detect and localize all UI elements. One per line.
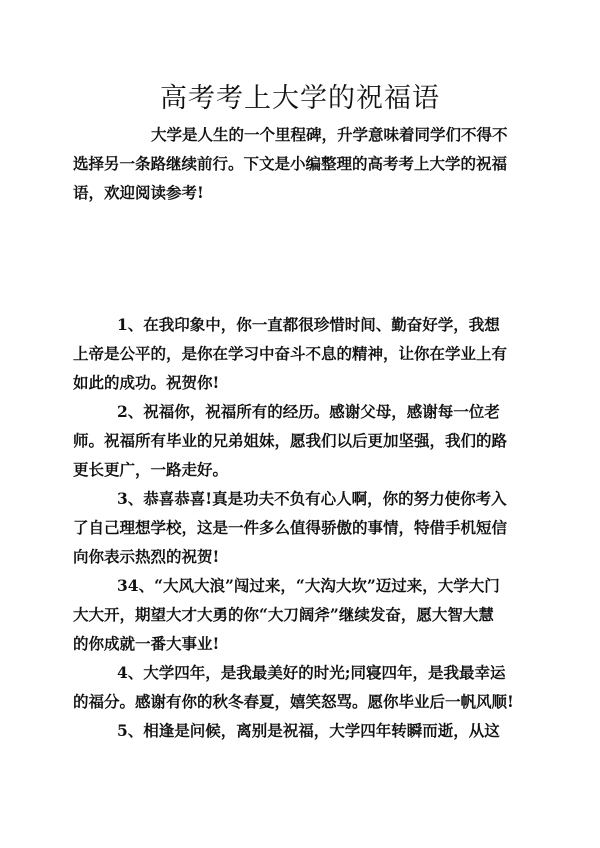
intro-line: 语，欢迎阅读参考! — [73, 183, 204, 202]
paragraph-line: 更长更广，一路走好。 — [73, 460, 229, 479]
blessing-list — [73, 310, 533, 745]
paragraph-line: 上帝是公平的，是你在学习中奋斗不息的精神，让你在学业上有 — [73, 344, 508, 363]
blessing-paragraph-34 — [73, 571, 533, 658]
blessing-paragraph-1 — [73, 310, 533, 397]
paragraph-line: 4、大学四年，是我最美好的时光;同寝四年，是我最幸运 — [117, 663, 506, 682]
paragraph-line: 师。祝福所有毕业的兄弟姐妹，愿我们以后更加坚强，我们的路 — [73, 431, 508, 450]
intro-line: 大学是人生的一个里程碑，升学意味着同学们不得不 — [151, 125, 508, 144]
blessing-paragraph-3 — [73, 484, 533, 571]
blessing-paragraph-4 — [73, 658, 533, 716]
paragraph-line: 的你成就一番大事业! — [73, 634, 220, 653]
paragraph-line: 了自己理想学校，这是一件多么值得骄傲的事情，特借手机短信 — [73, 518, 508, 537]
paragraph-line: 1、在我印象中，你一直都很珍惜时间、勤奋好学，我想 — [117, 315, 500, 334]
blessing-paragraph-5 — [73, 716, 533, 745]
paragraph-line: 如此的成功。祝贺你! — [73, 373, 220, 392]
paragraph-line: 3、恭喜恭喜!真是功夫不负有心人啊，你的努力使你考入 — [117, 489, 507, 508]
paragraph-line: 向你表示热烈的祝贺! — [73, 547, 220, 566]
page-title: 高考考上大学的祝福语 — [160, 83, 440, 114]
paragraph-line: 34、“大风大浪”闯过来，“大沟大坎”迈过来，大学大门 — [117, 576, 500, 595]
paragraph-line: 2、祝福你，祝福所有的经历。感谢父母，感谢每一位老 — [117, 402, 500, 421]
paragraph-line: 大大开，期望大才大勇的你“大刀阔斧”继续发奋，愿大智大慧 — [73, 605, 494, 624]
intro-paragraph — [73, 120, 533, 207]
intro-line: 选择另一条路继续前行。下文是小编整理的高考考上大学的祝福 — [73, 154, 508, 173]
blessing-paragraph-2 — [73, 397, 533, 484]
paragraph-line: 的福分。感谢有你的秋冬春夏，嬉笑怒骂。愿你毕业后一帆风顺! — [73, 692, 514, 711]
paragraph-line: 5、相逢是问候，离别是祝福，大学四年转瞬而逝，从这 — [117, 721, 500, 740]
